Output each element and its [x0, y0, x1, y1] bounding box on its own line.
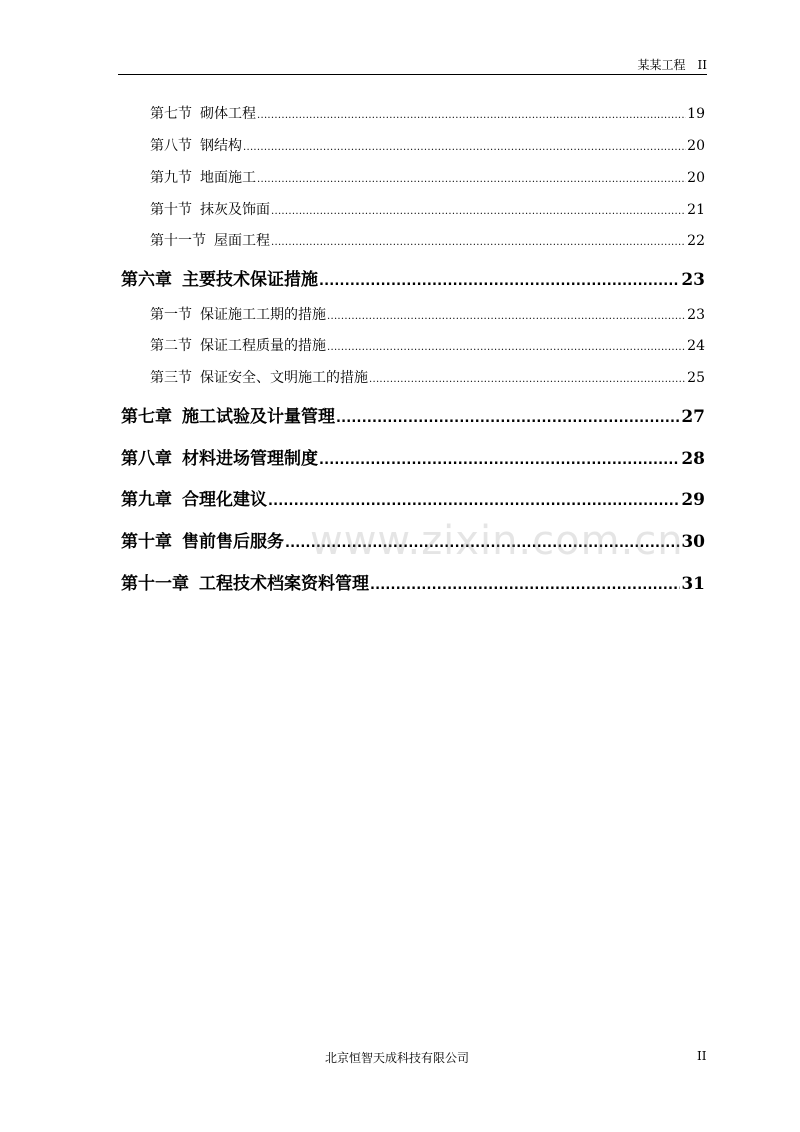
page-header — [118, 52, 707, 75]
toc-entry-page: 22 — [687, 233, 705, 249]
toc-entry-page: 31 — [681, 574, 705, 594]
toc-entry-title: 地面施工 — [200, 170, 256, 186]
toc-entry-section[interactable] — [150, 230, 705, 250]
toc-entry-number: 第二节 — [150, 338, 192, 354]
toc-entry-title: 材料进场管理制度 — [182, 449, 318, 469]
toc-entry-number: 第八章 — [121, 449, 172, 469]
header-text — [638, 56, 708, 73]
toc-leader-dots — [336, 411, 680, 426]
toc-entry-number: 第九节 — [150, 170, 192, 186]
toc-leader-dots — [268, 494, 680, 509]
toc-leader-dots — [327, 311, 686, 322]
toc-entry-section[interactable] — [150, 304, 705, 324]
toc-leader-dots — [285, 536, 680, 551]
toc-entry-title: 保证安全、文明施工的措施 — [200, 370, 368, 386]
toc-leader-dots — [319, 453, 680, 468]
toc-entry-number: 第十一节 — [150, 233, 206, 249]
toc-entry-section[interactable] — [150, 167, 705, 187]
toc-entry-section[interactable] — [150, 335, 705, 355]
toc-leader-dots — [370, 578, 680, 593]
toc-leader-dots — [271, 237, 686, 248]
toc-entry-page: 19 — [687, 106, 705, 122]
toc-entry-page: 24 — [687, 338, 705, 354]
toc-entry-chapter[interactable] — [121, 485, 705, 510]
toc-entry-title: 保证施工工期的措施 — [200, 307, 326, 323]
toc-entry-section[interactable] — [150, 367, 705, 387]
toc-entry-number: 第十一章 — [121, 574, 189, 594]
header-page-number: II — [697, 58, 707, 72]
toc-entry-title: 合理化建议 — [182, 490, 267, 510]
toc-entry-number: 第七章 — [121, 407, 172, 427]
toc-leader-dots — [257, 110, 686, 121]
toc-entry-number: 第十节 — [150, 202, 192, 218]
toc-leader-dots — [271, 206, 686, 217]
toc-leader-dots — [243, 142, 686, 153]
toc-entry-chapter[interactable] — [121, 402, 705, 427]
toc-entry-title: 砌体工程 — [200, 106, 256, 122]
toc-entry-number: 第一节 — [150, 307, 192, 323]
toc-entry-page: 23 — [681, 270, 705, 290]
toc-leader-dots — [327, 342, 686, 353]
header-title: 某某工程 — [637, 58, 686, 72]
toc-entry-title: 屋面工程 — [214, 233, 270, 249]
toc-entry-chapter[interactable] — [121, 444, 705, 469]
watermark: www.zixin.com.cn — [310, 518, 684, 564]
toc-entry-chapter[interactable] — [121, 569, 705, 594]
toc-entry-page: 23 — [687, 307, 705, 323]
toc-entry-page: 20 — [687, 138, 705, 154]
toc-entry-title: 施工试验及计量管理 — [182, 407, 335, 427]
footer-company: 北京恒智天成科技有限公司 — [325, 1051, 470, 1065]
toc-entry-page: 29 — [681, 490, 705, 510]
toc-entry-number: 第三节 — [150, 370, 192, 386]
toc-entry-number: 第九章 — [121, 490, 172, 510]
toc-entry-section[interactable] — [150, 199, 705, 219]
toc-entry-section[interactable] — [150, 103, 705, 123]
toc-entry-page: 30 — [681, 532, 705, 552]
toc-entry-page: 20 — [687, 170, 705, 186]
toc-entry-page: 25 — [687, 370, 705, 386]
toc-entry-title: 抹灰及饰面 — [200, 202, 270, 218]
toc-entry-page: 27 — [681, 407, 705, 427]
toc-entry-title: 钢结构 — [200, 138, 242, 154]
toc-entry-page: 28 — [681, 449, 705, 469]
toc-entry-number: 第八节 — [150, 138, 192, 154]
toc-entry-page: 21 — [687, 202, 705, 218]
toc-leader-dots — [319, 274, 680, 289]
toc-leader-dots — [369, 374, 686, 385]
toc-entry-title: 工程技术档案资料管理 — [199, 574, 369, 594]
toc-entry-chapter[interactable] — [121, 527, 705, 552]
toc-entry-chapter[interactable] — [121, 265, 705, 290]
toc-entry-number: 第十章 — [121, 532, 172, 552]
footer-page-number: II — [697, 1049, 707, 1063]
toc-entry-number: 第七节 — [150, 106, 192, 122]
toc-entry-title: 保证工程质量的措施 — [200, 338, 326, 354]
toc-entry-number: 第六章 — [121, 270, 172, 290]
toc-entry-section[interactable] — [150, 135, 705, 155]
toc-leader-dots — [257, 174, 686, 185]
toc-entry-title: 售前售后服务 — [182, 532, 284, 552]
toc-entry-title: 主要技术保证措施 — [182, 270, 318, 290]
